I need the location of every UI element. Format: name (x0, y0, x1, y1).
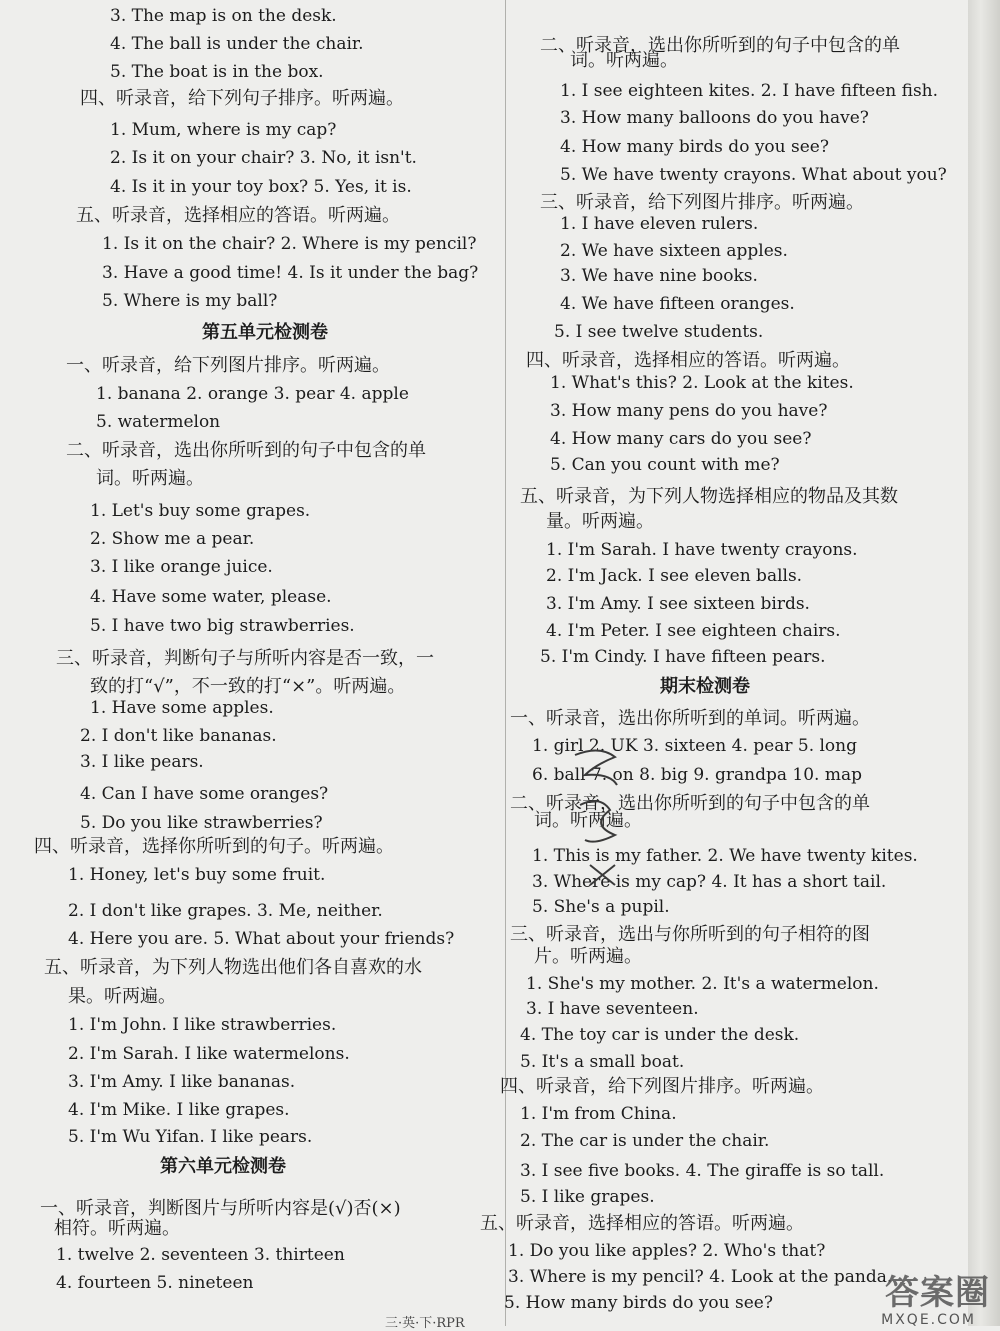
list-item: 1. girl 2. UK 3. sixteen 4. pear 5. long (532, 736, 858, 756)
section-title: 期末检测卷 (660, 676, 750, 697)
question-heading: 三、听录音，判断句子与所听内容是否一致，一 (56, 648, 434, 669)
list-item: 1. Mum, where is my cap? (110, 120, 337, 140)
list-item: 5. I'm Cindy. I have fifteen pears. (540, 647, 826, 667)
handwritten-scribble (555, 745, 650, 895)
list-item: 3. How many balloons do you have? (560, 108, 869, 128)
list-item: 4. We have fifteen oranges. (560, 294, 795, 314)
list-item: 2. Is it on your chair? 3. No, it isn't. (110, 148, 417, 168)
question-heading: 量。听两遍。 (546, 511, 654, 532)
list-item: 3. I like orange juice. (90, 557, 273, 577)
question-heading: 四、听录音，选择相应的答语。听两遍。 (526, 350, 850, 371)
list-item: 4. I'm Mike. I like grapes. (68, 1100, 290, 1120)
list-item: 5. We have twenty crayons. What about you? (560, 165, 947, 185)
question-heading: 二、听录音，选出你所听到的句子中包含的单 (66, 440, 426, 461)
list-item: 4. The ball is under the chair. (110, 34, 364, 54)
list-item: 1. Let's buy some grapes. (90, 501, 311, 521)
list-item: 6. ball 7. on 8. big 9. grandpa 10. map (532, 765, 862, 785)
section-title: 第六单元检测卷 (160, 1156, 286, 1177)
list-item: 1. I have eleven rulers. (560, 214, 759, 234)
question-heading: 五、听录音，为下列人物选择相应的物品及其数 (520, 486, 898, 507)
question-heading: 词。听两遍。 (570, 50, 678, 71)
list-item: 3. I'm Amy. I like bananas. (68, 1072, 296, 1092)
list-item: 5. Can you count with me? (550, 455, 780, 475)
list-item: 1. I'm John. I like strawberries. (68, 1015, 337, 1035)
list-item: 3. How many pens do you have? (550, 401, 828, 421)
list-item: 5. Do you like strawberries? (80, 813, 323, 833)
list-item: 4. How many cars do you see? (550, 429, 812, 449)
question-heading: 相符。听两遍。 (54, 1218, 180, 1239)
list-item: 2. I don't like grapes. 3. Me, neither. (68, 901, 383, 921)
question-heading: 三、听录音，选出与你所听到的句子相符的图 (510, 924, 870, 945)
question-heading: 词。听两遍。 (534, 810, 642, 831)
list-item: 1. I'm from China. (520, 1104, 677, 1124)
list-item: 5. I see twelve students. (554, 322, 764, 342)
list-item: 3. Where is my pencil? 4. Look at the panda. (508, 1267, 893, 1287)
list-item: 4. Is it in your toy box? 5. Yes, it is. (110, 177, 412, 197)
list-item: 3. The map is on the desk. (110, 6, 337, 26)
question-heading: 三、听录音，给下列图片排序。听两遍。 (540, 192, 864, 213)
question-heading: 果。听两遍。 (68, 986, 176, 1007)
list-item: 3. I see five books. 4. The giraffe is so tall. (520, 1161, 885, 1181)
question-heading: 四、听录音，给下列句子排序。听两遍。 (80, 88, 404, 109)
question-heading: 致的打“√”，不一致的打“×”。听两遍。 (90, 676, 406, 697)
question-heading: 一、听录音，给下列图片排序。听两遍。 (66, 355, 390, 376)
list-item: 3. Where is my cap? 4. It has a short tail. (532, 872, 887, 892)
list-item: 5. I like grapes. (520, 1187, 655, 1207)
list-item: 5. watermelon (96, 412, 221, 432)
page-edge (968, 0, 1000, 1326)
list-item: 4. I'm Peter. I see eighteen chairs. (546, 621, 841, 641)
list-item: 2. Show me a pear. (90, 529, 255, 549)
list-item: 1. Honey, let's buy some fruit. (68, 865, 326, 885)
list-item: 1. Have some apples. (90, 698, 274, 718)
list-item: 2. I'm Jack. I see eleven balls. (546, 566, 803, 586)
page-footer: 三·英·下·RPR (385, 1316, 465, 1331)
list-item: 2. I'm Sarah. I like watermelons. (68, 1044, 350, 1064)
list-item: 5. She's a pupil. (532, 897, 670, 917)
list-item: 1. She's my mother. 2. It's a watermelon. (526, 974, 879, 994)
question-heading: 一、听录音，判断图片与所听内容是(√)否(×) (40, 1198, 401, 1219)
list-item: 4. The toy car is under the desk. (520, 1025, 800, 1045)
column-divider (505, 0, 506, 1326)
question-heading: 词。听两遍。 (96, 468, 204, 489)
list-item: 4. Can I have some oranges? (80, 784, 329, 804)
list-item: 1. Is it on the chair? 2. Where is my pencil? (102, 234, 477, 254)
list-item: 3. I'm Amy. I see sixteen birds. (546, 594, 810, 614)
question-heading: 五、听录音，为下列人物选出他们各自喜欢的水 (44, 957, 422, 978)
list-item: 4. Here you are. 5. What about your friends? (68, 929, 455, 949)
list-item: 5. How many birds do you see? (504, 1293, 773, 1313)
list-item: 2. I don't like bananas. (80, 726, 277, 746)
list-item: 3. We have nine books. (560, 266, 758, 286)
question-heading: 四、听录音，给下列图片排序。听两遍。 (500, 1076, 824, 1097)
list-item: 2. The car is under the chair. (520, 1131, 770, 1151)
list-item: 1. I'm Sarah. I have twenty crayons. (546, 540, 858, 560)
list-item: 1. banana 2. orange 3. pear 4. apple (96, 384, 409, 404)
list-item: 1. I see eighteen kites. 2. I have fifteen fish. (560, 81, 939, 101)
question-heading: 片。听两遍。 (534, 946, 642, 967)
list-item: 2. We have sixteen apples. (560, 241, 788, 261)
question-heading: 五、听录音，选择相应的答语。听两遍。 (76, 205, 400, 226)
question-heading: 四、听录音，选择你所听到的句子。听两遍。 (34, 836, 394, 857)
list-item: 4. Have some water, please. (90, 587, 332, 607)
list-item: 1. What's this? 2. Look at the kites. (550, 373, 854, 393)
list-item: 3. I have seventeen. (526, 999, 699, 1019)
list-item: 4. How many birds do you see? (560, 137, 829, 157)
list-item: 5. I have two big strawberries. (90, 616, 355, 636)
list-item: 1. This is my father. 2. We have twenty kites. (532, 846, 918, 866)
list-item: 4. fourteen 5. nineteen (56, 1273, 254, 1293)
site-watermark-logo: 答案圈 (885, 1273, 990, 1313)
list-item: 5. I'm Wu Yifan. I like pears. (68, 1127, 313, 1147)
list-item: 5. The boat is in the box. (110, 62, 324, 82)
list-item: 1. twelve 2. seventeen 3. thirteen (56, 1245, 345, 1265)
list-item: 1. Do you like apples? 2. Who's that? (508, 1241, 826, 1261)
list-item: 3. I like pears. (80, 752, 204, 772)
list-item: 5. It's a small boat. (520, 1052, 685, 1072)
question-heading: 二、听录音，选出你所听到的句子中包含的单 (540, 35, 900, 56)
question-heading: 一、听录音，选出你所听到的单词。听两遍。 (510, 708, 870, 729)
section-title: 第五单元检测卷 (202, 322, 328, 343)
site-watermark-url: MXQE.COM (881, 1312, 976, 1328)
list-item: 5. Where is my ball? (102, 291, 278, 311)
list-item: 3. Have a good time! 4. Is it under the bag? (102, 263, 479, 283)
question-heading: 二、听录音，选出你所听到的句子中包含的单 (510, 793, 870, 814)
question-heading: 五、听录音，选择相应的答语。听两遍。 (480, 1213, 804, 1234)
